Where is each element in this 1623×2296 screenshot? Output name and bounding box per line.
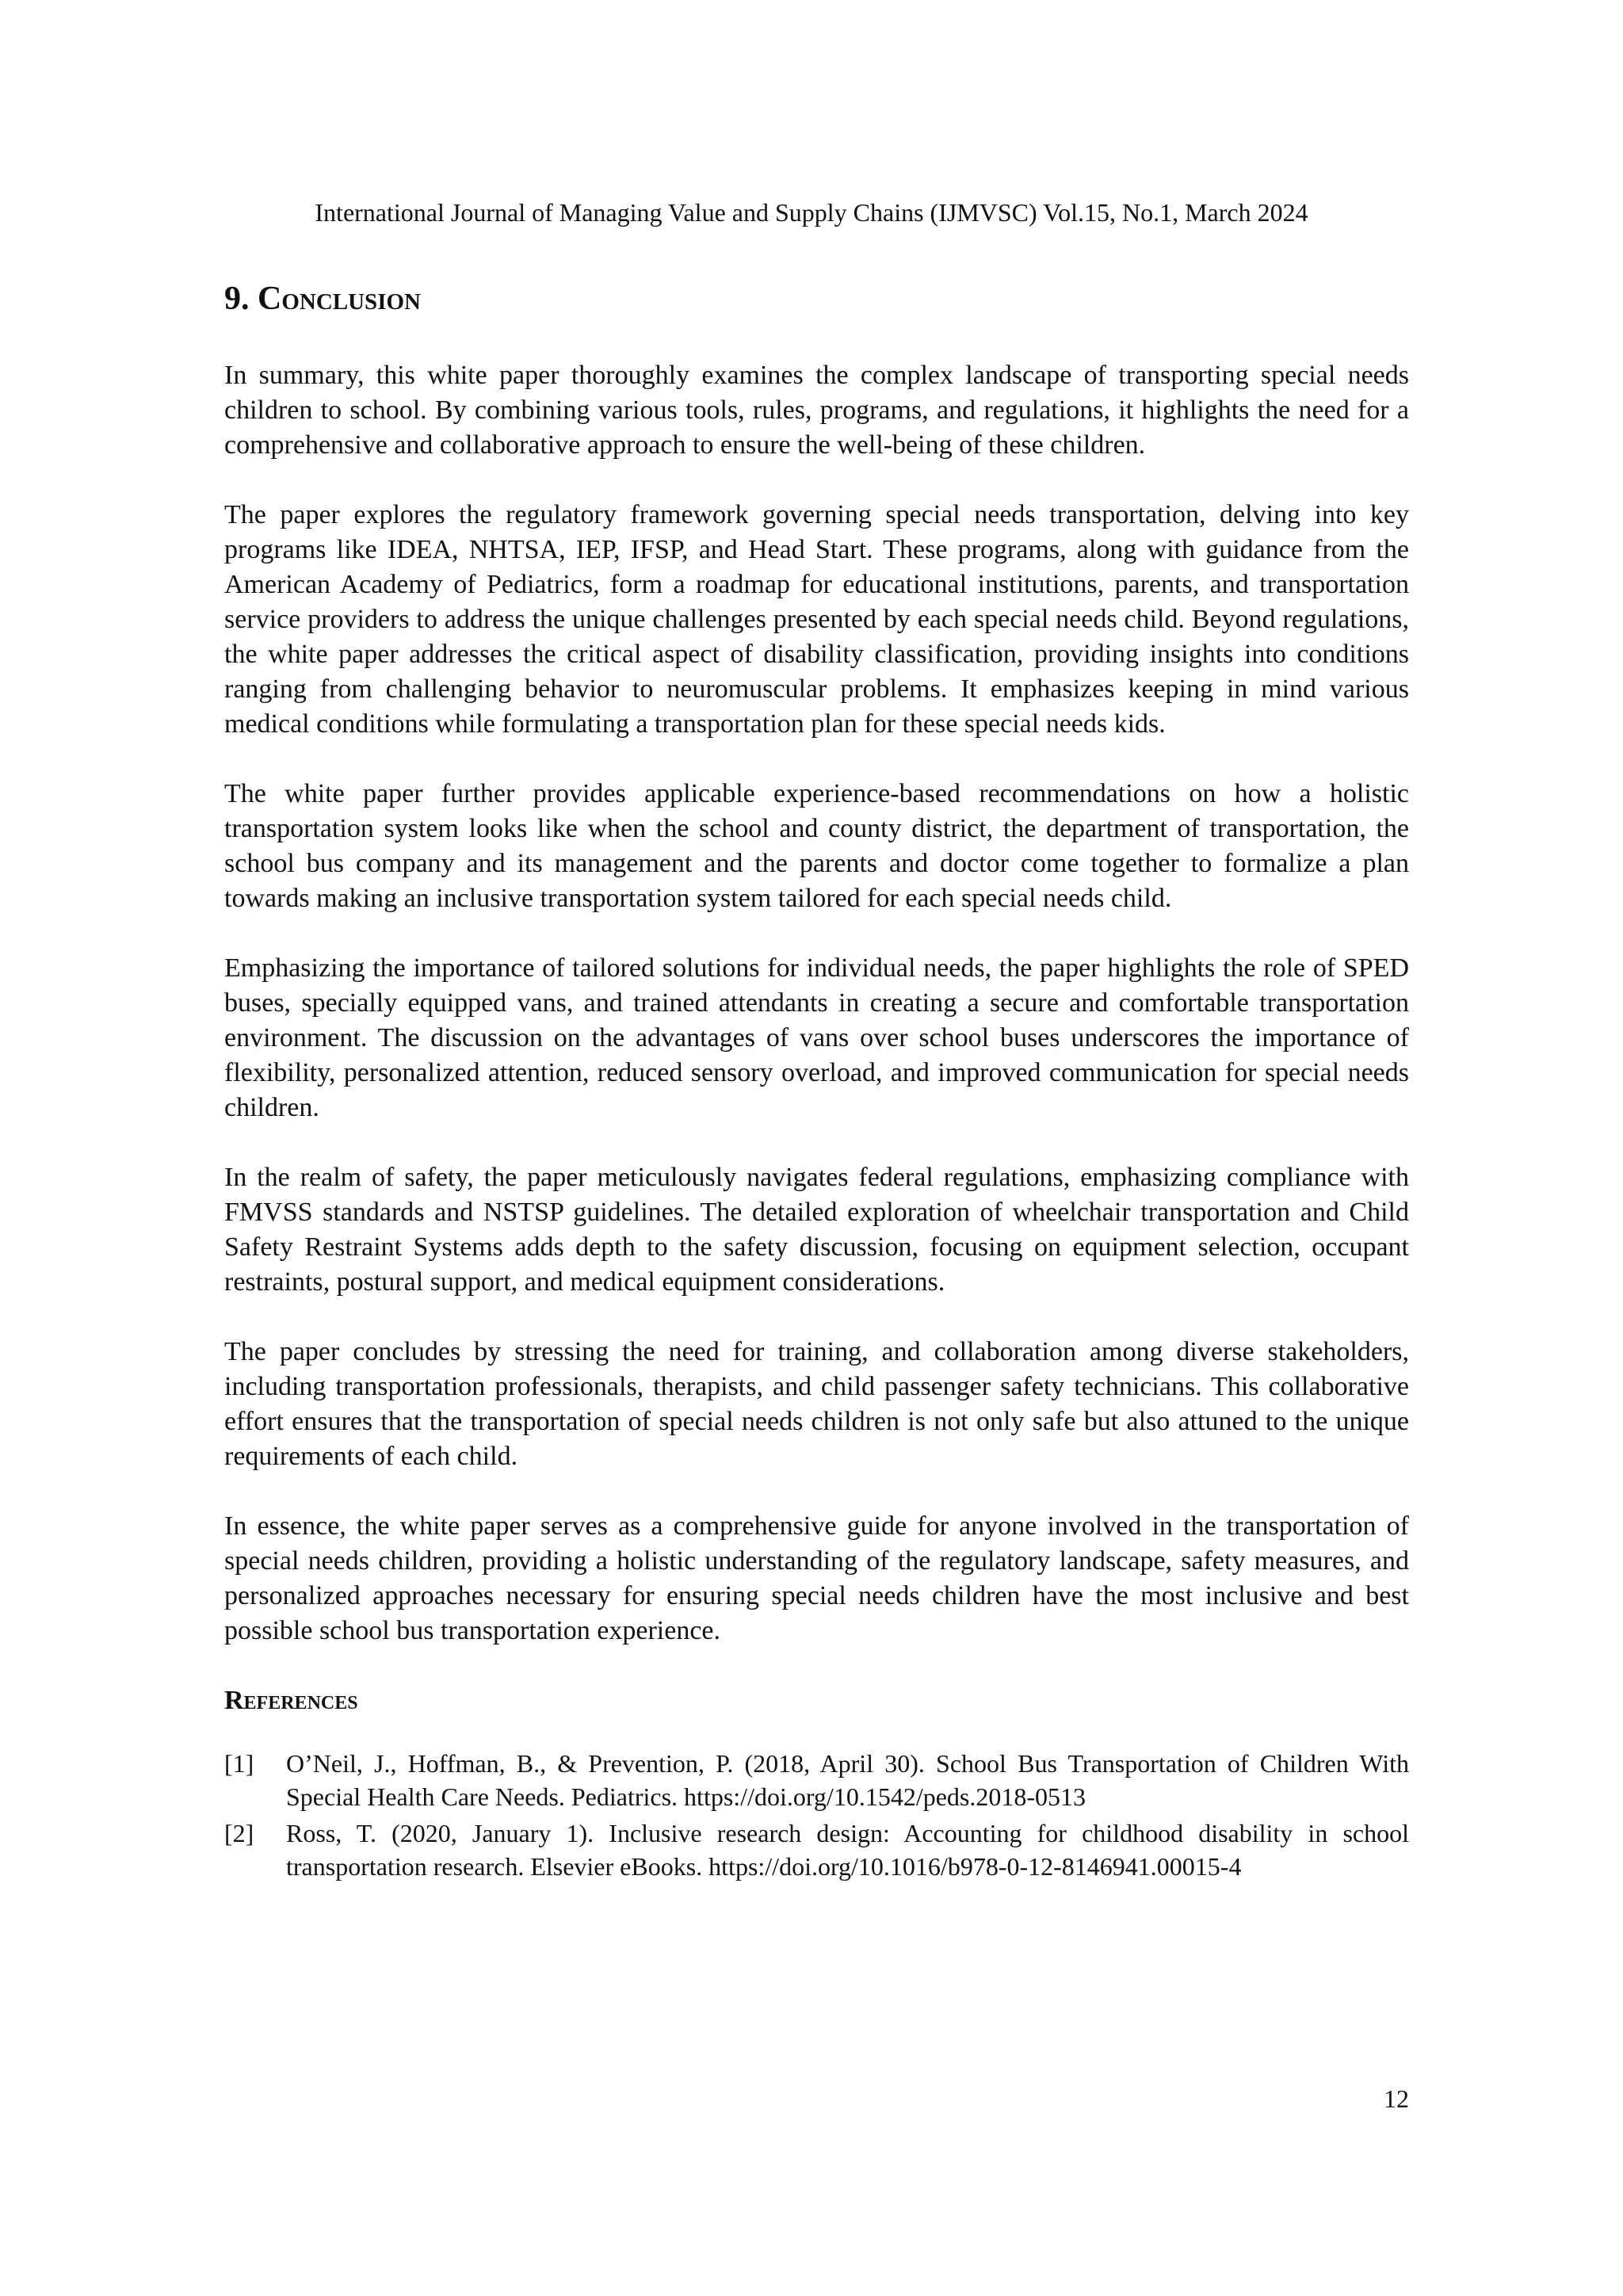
paragraph-2: The paper explores the regulatory framework governing special needs transportation, delving into key programs like IDEA, NHTSA, IEP, IFSP, and Head Start. These programs, along with guidance from the American Academy of Pediatrics, form a roadmap for educational institutions, parents, and transportation service providers to address the unique challenges presented by each special needs child. Beyond regulations, the white paper addresses the critical aspect of disability classification, providing insights into conditions ranging from challenging behavior to neuromuscular problems. It emphasizes keeping in mind various medical conditions while formulating a transportation plan for these special needs kids.	[224, 500, 1409, 739]
paragraph-3: The white paper further provides applicable experience-based recommendations on how a holistic transportation system looks like when the school and county district, the department of transportation, the school bus company and its management and the parents and doctor come together to formalize a plan towards making an inclusive transportation system tailored for each special needs child.	[224, 779, 1409, 913]
reference-number: [2]	[224, 1819, 254, 1847]
reference-item-2	[224, 1817, 1409, 1883]
page-body	[224, 277, 1409, 1886]
reference-text: Ross, T. (2020, January 1). Inclusive research design: Accounting for childhood disability in school transportation research. Elsevier eBooks. https://doi.org/10.1016/b978-0-12-8146941.00015-4	[286, 1819, 1409, 1881]
paragraph-1: In summary, this white paper thoroughly examines the complex landscape of transporting special needs children to school. By combining various tools, rules, programs, and regulations, it highlights the need for a comprehensive and collaborative approach to ensure the well-being of these children.	[224, 361, 1409, 460]
references-heading: References	[224, 1686, 358, 1715]
page-number: 12	[1384, 2084, 1409, 2113]
reference-list	[224, 1747, 1409, 1883]
section-number: 9.	[224, 281, 250, 317]
section-heading	[224, 277, 1409, 320]
paragraph-4: Emphasizing the importance of tailored solutions for individual needs, the paper highlights the role of SPED buses, specially equipped vans, and trained attendants in creating a secure and comfortable transportation environment. The discussion on the advantages of vans over school buses underscores the importance of flexibility, personalized attention, reduced sensory overload, and improved communication for special needs children.	[224, 953, 1409, 1122]
section-title: Conclusion	[258, 281, 421, 317]
reference-number: [1]	[224, 1749, 254, 1778]
paragraph-7: In essence, the white paper serves as a comprehensive guide for anyone involved in the transportation of special needs children, providing a holistic understanding of the regulatory landscape, safety measures, and personalized approaches necessary for ensuring special needs children have the most inclusive and best possible school bus transportation experience.	[224, 1511, 1409, 1645]
paragraph-5: In the realm of safety, the paper meticulously navigates federal regulations, emphasizing compliance with FMVSS standards and NSTSP guidelines. The detailed exploration of wheelchair transportation and Child Safety Restraint Systems adds depth to the safety discussion, focusing on equipment selection, occupant restraints, postural support, and medical equipment considerations.	[224, 1163, 1409, 1297]
running-header: International Journal of Managing Value and Supply Chains (IJMVSC) Vol.15, No.1, March 2024	[315, 198, 1308, 227]
reference-item-1	[224, 1747, 1409, 1813]
reference-text: O’Neil, J., Hoffman, B., & Prevention, P. (2018, April 30). School Bus Transportation of Children With Special Health Care Needs. Pediatrics. https://doi.org/10.1542/peds.2018-0513	[286, 1749, 1409, 1811]
paragraph-6: The paper concludes by stressing the need for training, and collaboration among diverse stakeholders, including transportation professionals, therapists, and child passenger safety technicians. This collaborative effort ensures that the transportation of special needs children is not only safe but also attuned to the unique requirements of each child.	[224, 1337, 1409, 1471]
